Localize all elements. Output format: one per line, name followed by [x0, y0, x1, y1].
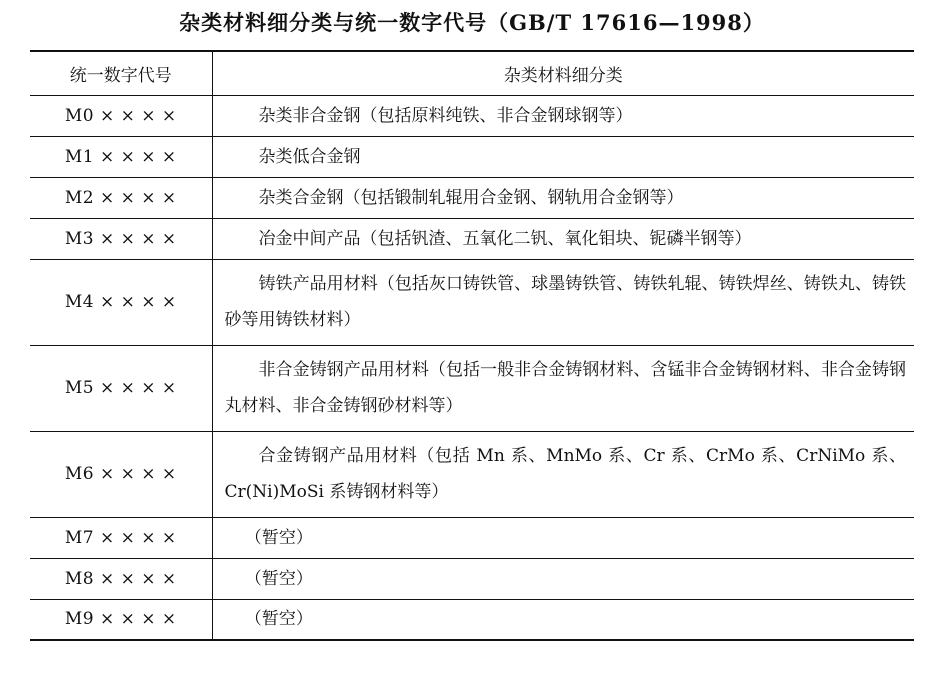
table-row: [30, 558, 914, 599]
code-cell: M8 × × × ×: [30, 558, 212, 599]
code-cell: M6 × × × ×: [30, 431, 212, 517]
code-cell: M0 × × × ×: [30, 95, 212, 136]
description-text: 非合金铸钢产品用材料（包括一般非合金铸钢材料、含锰非合金铸钢材料、非合金铸钢丸材料、非合金铸钢砂材料等）: [224, 360, 906, 416]
table-row: [30, 517, 914, 558]
description-cell: [212, 345, 914, 431]
description-cell: [212, 95, 914, 136]
description-cell: [212, 259, 914, 345]
description-cell: [212, 218, 914, 259]
table-row: [30, 599, 914, 640]
description-text: 杂类合金钢（包括锻制轧辊用合金钢、钢轨用合金钢等）: [258, 187, 684, 208]
code-cell: M3 × × × ×: [30, 218, 212, 259]
code-cell: M1 × × × ×: [30, 136, 212, 177]
header-code: 统一数字代号: [30, 51, 212, 95]
table-row: [30, 431, 914, 517]
table-row: [30, 259, 914, 345]
table-row: [30, 218, 914, 259]
table-row: [30, 95, 914, 136]
code-cell: M5 × × × ×: [30, 345, 212, 431]
description-cell: [212, 177, 914, 218]
description-cell: [212, 431, 914, 517]
code-cell: M7 × × × ×: [30, 517, 212, 558]
classification-table: [30, 50, 914, 641]
header-category: 杂类材料细分类: [212, 51, 914, 95]
description-text: 杂类低合金钢: [258, 146, 361, 167]
description-text: 合金铸钢产品用材料（包括 Mn 系、MnMo 系、Cr 系、CrMo 系、CrNiMo 系、Cr(Ni)MoSi 系铸钢材料等）: [224, 446, 906, 502]
code-cell: M4 × × × ×: [30, 259, 212, 345]
description-text: （暂空）: [244, 527, 313, 548]
header-row: [30, 51, 914, 95]
description-text: （暂空）: [244, 609, 313, 630]
description-cell: [212, 558, 914, 599]
table-row: [30, 345, 914, 431]
table-row: [30, 136, 914, 177]
code-cell: M9 × × × ×: [30, 599, 212, 640]
description-cell: [212, 599, 914, 640]
description-text: 冶金中间产品（包括钒渣、五氧化二钒、氧化钼块、铌磷半钢等）: [258, 228, 752, 249]
table-row: [30, 177, 914, 218]
description-text: （暂空）: [244, 568, 313, 589]
code-cell: M2 × × × ×: [30, 177, 212, 218]
description-cell: [212, 517, 914, 558]
table-title: 杂类材料细分类与统一数字代号（GB/T 17616—1998）: [179, 10, 765, 35]
description-cell: [212, 136, 914, 177]
description-text: 铸铁产品用材料（包括灰口铸铁管、球墨铸铁管、铸铁轧辊、铸铁焊丝、铸铁丸、铸铁砂等用铸铁材料）: [224, 274, 906, 330]
description-text: 杂类非合金钢（包括原料纯铁、非合金钢球钢等）: [258, 105, 633, 126]
